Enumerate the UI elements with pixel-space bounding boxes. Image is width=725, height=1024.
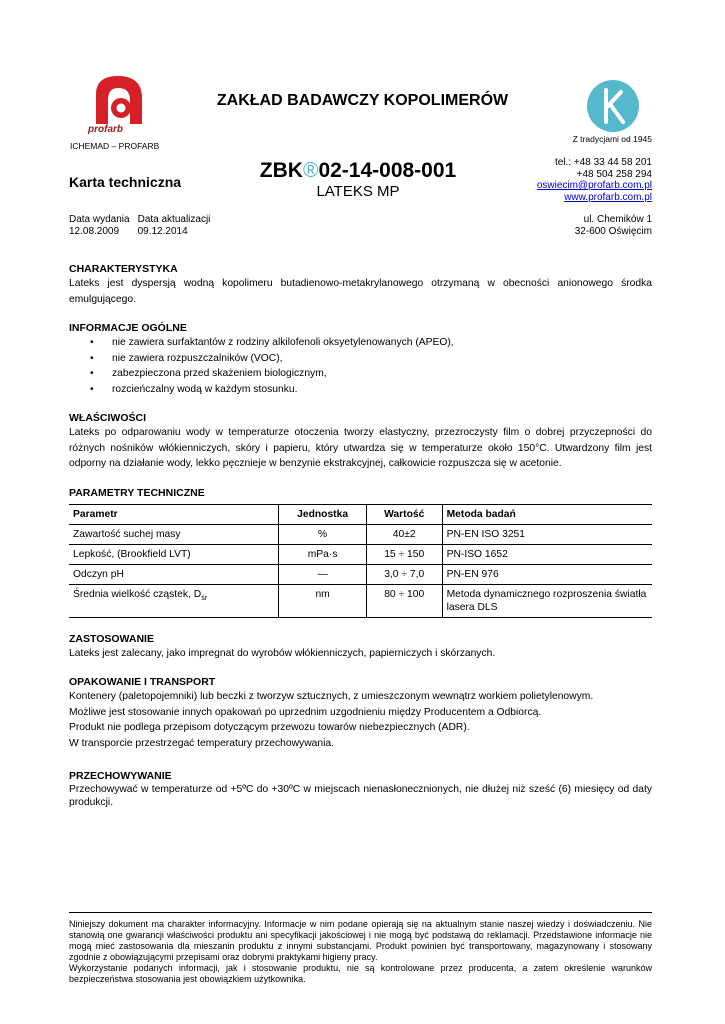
- prop-text: Lateks po odparowaniu wody w temperaturze otoczenia tworzy elastyczny, przezroczysty film o dobrej przyczepności do różnych nośników włókienniczych, skóry i papieru, który utwardza się w temperaturze około 150°C. Utwardzony film jest odporny na działanie wody, lekko pęcznieje w benzynie ekstrakcyjnej, całkowicie rozpuszcza się w acetonie.: [69, 427, 652, 469]
- section-storage: [69, 769, 652, 809]
- param-sub: śr: [201, 594, 208, 602]
- footer-text-1: Niniejszy dokument ma charakter informacyjny. Informacje w nim podane opierają się na aktualnym stanie naszej wiedzy i doświadczeniu. Nie stanowią one gwarancji właściwości produktu ani specyfikacji jakościowej i nie mogą być podstawą do reklamacji. Przedstawione informacje nie mogą mieć zastosowania dla mieszanin produktu z innymi substancjami. Produkt powinien być transportowany, magazynowany i stosowany zgodnie z obowiązującymi przepisami oraz dobrymi praktykami higieny pracy.: [69, 919, 652, 962]
- prop-title: WŁAŚCIWOŚCI: [69, 412, 146, 424]
- use-title: ZASTOSOWANIE: [69, 632, 154, 645]
- section-params: [69, 486, 652, 618]
- pack-line: Produkt nie podlega przepisom dotyczącym przewozu towarów niebezpiecznych (ADR).: [69, 722, 470, 733]
- section-use: [69, 632, 652, 662]
- cell-param: [69, 584, 279, 617]
- store-text: Przechowywać w temperaturze od +5ºC do +30ºC w miejscach nienasłonecznionych, nie dłużej niż sześć (6) miesięcy od daty produkcji.: [69, 784, 652, 808]
- pack-line: W transporcie przestrzegać temperatury przechowywania.: [69, 737, 334, 749]
- product-name: LATEKS MP: [316, 183, 400, 200]
- disclaimer-footer: [69, 912, 652, 985]
- code-suffix: 02-14-008-001: [318, 159, 457, 182]
- cell-value: 15 ÷ 150: [366, 544, 442, 564]
- section-properties: [69, 411, 652, 472]
- pack-line: Kontenery (paletopojemniki) lub beczki z tworzyw sztucznych, z umieszczonym wewnątrz workiem polietylenowym.: [69, 691, 594, 702]
- list-item: • rozcieńczalny wodą w każdym stosunku.: [112, 382, 652, 398]
- section-characteristics: [69, 262, 652, 307]
- col-header: Metoda badań: [442, 504, 652, 524]
- table-row: [69, 564, 652, 584]
- contact-web-link[interactable]: www.profarb.com.pl: [564, 191, 652, 203]
- cell-method: PN-EN 976: [442, 564, 652, 584]
- address-street: ul. Chemików 1: [583, 214, 652, 225]
- section-general-info: [69, 321, 652, 397]
- col-header: Jednostka: [279, 504, 366, 524]
- cell-value: 40±2: [366, 524, 442, 544]
- char-title: CHARAKTERYSTYKA: [69, 263, 178, 275]
- address-block: [575, 214, 652, 237]
- col-header: Parametr: [69, 504, 279, 524]
- address-city: 32-600 Oświęcim: [574, 225, 652, 237]
- list-item: • zabezpieczona przed skażeniem biologicznym,: [112, 366, 652, 382]
- contact-tel2: +48 504 258 294: [576, 168, 652, 180]
- product-code: [258, 159, 458, 183]
- params-title: PARAMETRY TECHNICZNE: [69, 486, 205, 499]
- table-row: [69, 524, 652, 544]
- cell-param: Lepkość, (Brookfield LVT): [69, 544, 279, 564]
- table-row: [69, 584, 652, 617]
- brand-left-sub: ICHEMAD – PROFARB: [70, 141, 160, 151]
- info-list: [69, 335, 652, 397]
- cell-unit: mPa·s: [279, 544, 366, 564]
- contact-email-link[interactable]: oswiecim@profarb.com.pl: [536, 180, 652, 191]
- use-text: Lateks jest zalecany, jako impregnat do wyrobów włókienniczych, papierniczych i skórzanych.: [69, 647, 496, 659]
- contact-tel: tel.: +48 33 44 58 201: [554, 157, 652, 168]
- update-value: 09.12.2014: [137, 225, 188, 237]
- brand-left: profarb: [88, 124, 123, 135]
- code-prefix: ZBK: [259, 159, 303, 182]
- issue-value: 12.08.2009: [69, 225, 120, 237]
- cell-value: 80 ÷ 100: [366, 584, 442, 617]
- cell-unit: —: [279, 564, 366, 584]
- section-packaging: [69, 675, 652, 751]
- cell-unit: %: [279, 524, 366, 544]
- cell-param: Odczyn pH: [69, 564, 279, 584]
- content: [69, 262, 652, 823]
- cell-unit: nm: [279, 584, 366, 617]
- dates-table: [69, 214, 218, 237]
- pack-title: OPAKOWANIE I TRANSPORT: [69, 676, 216, 688]
- param-text: Średnia wielkość cząstek, D: [73, 588, 202, 600]
- info-title: INFORMACJE OGÓLNE: [69, 322, 187, 334]
- col-header: Wartość: [366, 504, 442, 524]
- cell-param: Zawartość suchej masy: [69, 524, 279, 544]
- tradition-note: Z tradycjami od 1945: [572, 134, 652, 144]
- table-row: [69, 544, 652, 564]
- k-circle-logo-icon: [585, 78, 641, 134]
- cell-value: 3,0 ÷ 7,0: [366, 564, 442, 584]
- pack-line: Możliwe jest stosowanie innych opakowań po uprzednim uzgodnieniu między Producentem a Odbiorcą.: [69, 706, 542, 718]
- contact-block: [537, 157, 652, 203]
- update-label: Data aktualizacji: [137, 214, 211, 225]
- params-table: [69, 504, 652, 618]
- company-title: ZAKŁAD BADAWCZY KOPOLIMERÓW: [216, 92, 509, 109]
- char-text: Lateks jest dyspersją wodną kopolimeru butadienowo-metakrylanowego otrzymaną w obecności anionowego środka emulgującego.: [69, 278, 652, 305]
- cell-method: PN-EN ISO 3251: [442, 524, 652, 544]
- cell-method: Metoda dynamicznego rozproszenia światła lasera DLS: [442, 584, 652, 617]
- k-mark-icon: ®: [302, 159, 319, 182]
- list-item: • nie zawiera rozpuszczalników (VOC),: [112, 351, 652, 367]
- footer-text-2: Wykorzystanie podanych informacji, jak i stosowanie produktu, nie są kontrolowane przez producenta, a zatem określenie warunków bezpieczeństwa stosowania jest obowiązkiem użytkownika.: [69, 963, 652, 984]
- issue-label: Data wydania: [69, 214, 130, 225]
- doc-type: Karta techniczna: [69, 174, 182, 190]
- list-item: • nie zawiera surfaktantów z rodziny alkilofenoli oksyetylenowanych (APEO),: [112, 335, 652, 351]
- cell-method: PN-ISO 1652: [442, 544, 652, 564]
- store-title: PRZECHOWYWANIE: [69, 770, 172, 782]
